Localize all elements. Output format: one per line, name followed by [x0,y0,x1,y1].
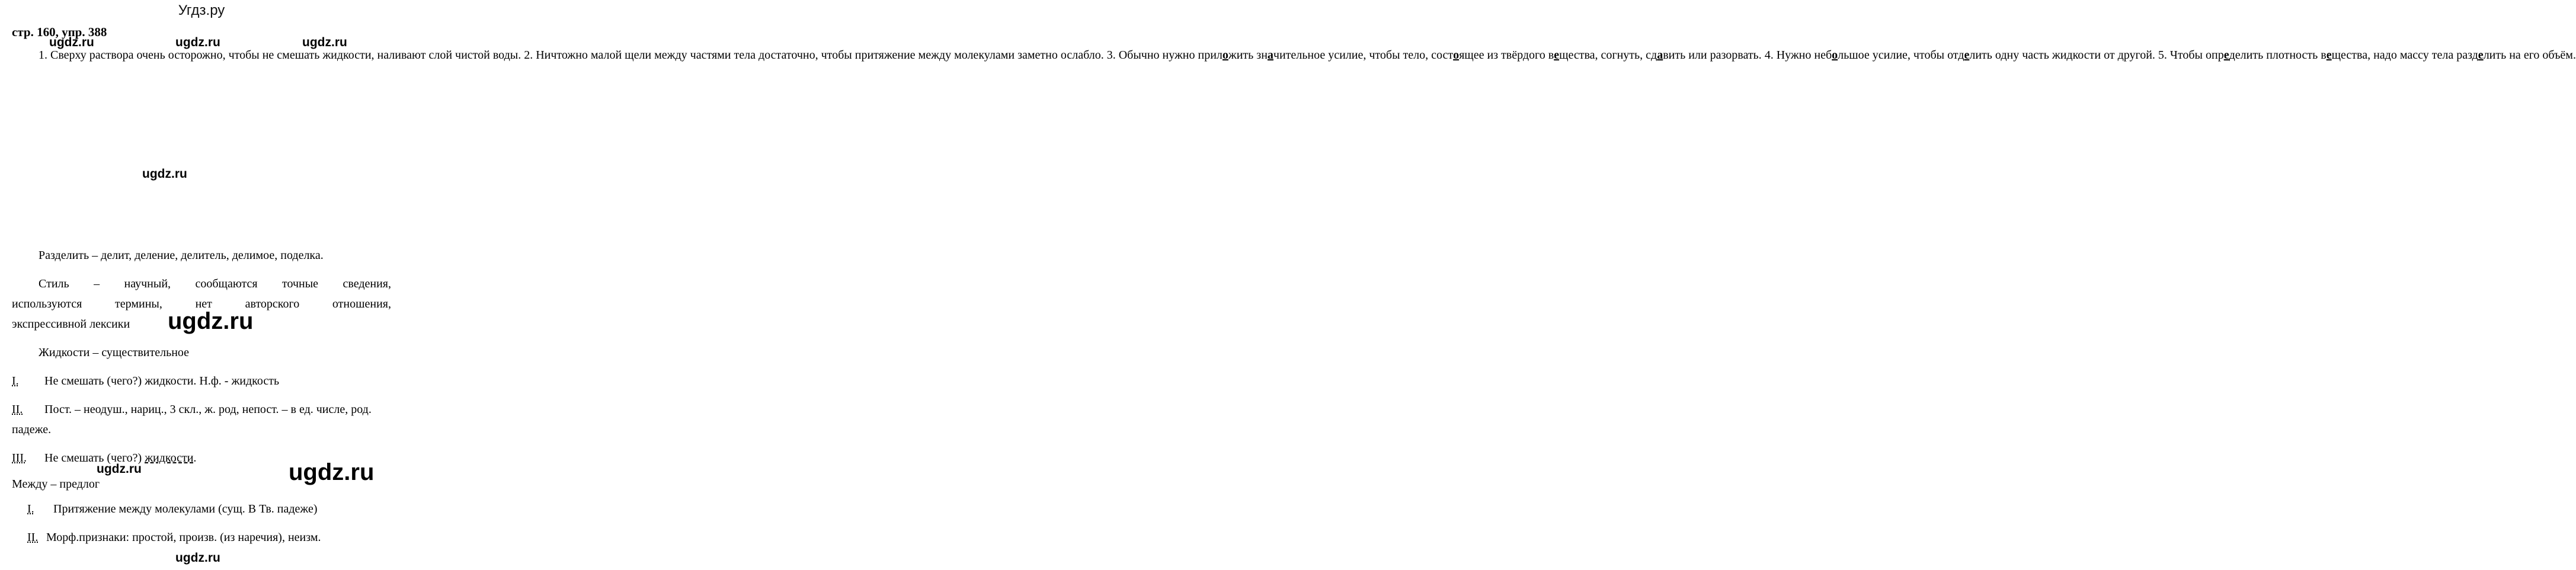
watermark: ugdz.ru [97,462,142,476]
analysis-heading: Между – предлог [12,478,100,491]
analysis-item: I. Не смешать (чего?) жидкости. Н.ф. - жидкость [12,374,280,388]
watermark: ugdz.ru [175,551,220,565]
watermark: ugdz.ru [168,308,254,334]
site-title: Угдз.ру [178,2,225,18]
analysis-item: III. Не смешать (чего?) жидкости. [12,451,197,465]
watermark: ugdz.ru [175,36,220,49]
style-line: используются термины, нет авторского отношения, [12,297,391,310]
analysis-item-continued: падеже. [12,423,52,436]
watermark: ugdz.ru [302,36,347,49]
style-line: экспрессивной лексики [12,318,130,331]
watermark: ugdz.ru [142,167,187,181]
exercise-text: 1. Сверху раствора очень осторожно, чтобы не смешать жидкости, наливают слой чистой воды. 2. Ничтожно малой щели между частями тела достаточно, чтобы притяжение между молекулами заметно ослабло. 3. Обычно нужно приложить значительное усилие, чтобы тело, состоящее из твёрдого вещества, согнуть, сдавить или разорвать. 4. Нужно небольшое усилие, чтобы отделить одну часть жидкости от другой. 5. Чтобы определить плотность вещества, надо массу тела разделить на его объём. [39,49,2576,62]
analysis-item: I. Притяжение между молекулами (сущ. В Тв. падеже) [27,502,318,515]
analysis-item: II. Морф.признаки: простой, произв. (из наречия), неизм. [27,531,321,544]
analysis-item: II. Пост. – неодуш., нариц., 3 скл., ж. род, непост. – в ед. числе, род. [12,403,372,416]
watermark: ugdz.ru [49,36,94,49]
watermark: ugdz.ru [289,459,375,485]
style-line: Стиль – научный, сообщаются точные сведения, [39,277,391,290]
exercise-reference: стр. 160, упр. 388 [12,25,107,39]
analysis-heading: Жидкости – существительное [39,346,190,359]
word-family: Разделить – делит, деление, делитель, делимое, поделка. [39,249,324,262]
